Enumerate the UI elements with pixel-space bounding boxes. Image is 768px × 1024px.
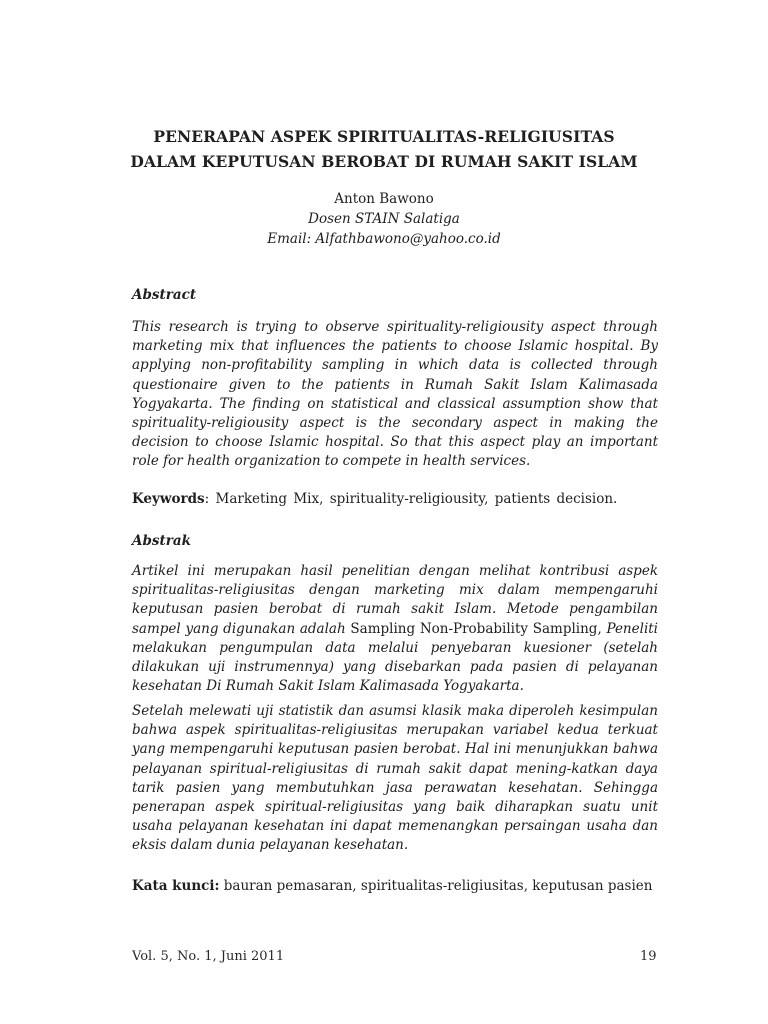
kata-kunci-label: Kata kunci:: [132, 878, 220, 894]
abstrak-paragraph-1: [132, 562, 658, 696]
footer-volume: Vol. 5, No. 1, Juni 2011: [132, 949, 285, 964]
keywords-indonesian: [132, 876, 658, 896]
keywords-list: : Marketing Mix, spirituality-religiousity, patients decision.: [204, 491, 618, 507]
kata-kunci-list: bauran pemasaran, spiritualitas-religiusitas, keputusan pasien: [219, 878, 653, 894]
author-email: Email: Alfathbawono@yahoo.co.id: [267, 231, 501, 247]
footer-page-number: 19: [640, 949, 657, 964]
keywords-label: Keywords: [132, 491, 205, 507]
abstrak-p1-part2: Peneliti melakukan pengumpulan data melalui penyebaran kuesioner (setelah dilakukan uji instrumennya) yang disebarkan pada pasien di pelayanan kesehatan Di Rumah Sakit Islam Kalimasada Yogyakarta.: [132, 620, 658, 695]
article-title: [110, 124, 658, 174]
author-name: Anton Bawono: [334, 191, 434, 207]
author-block: [180, 189, 588, 249]
author-affiliation: Dosen STAIN Salatiga: [308, 211, 460, 227]
abstrak-heading: Abstrak: [132, 533, 191, 549]
abstract-english-text: This research is trying to observe spirituality-religiousity aspect through marketing mix that influences the patients to choose Islamic hospital. By applying non-profitability sampling in which data is collected through questionaire given to the patients in Rumah Sakit Islam Kalimasada Yogyakarta. The finding on statistical and classical assumption show that spirituality-religiousity aspect is the secondary aspect in making the decision to choose Islamic hospital. So that this aspect play an important role for health organization to compete in health services.: [132, 319, 658, 470]
abstrak-paragraph-2: Setelah melewati uji statistik dan asumsi klasik maka diperoleh kesimpulan bahwa aspek spiritualitas-religiusitas merupakan variabel kedua terkuat yang mempengaruhi keputusan pasien berobat. Hal ini menunjukkan bahwa pelayanan spiritual-religiusitas di rumah sakit dapat mening-katkan daya tarik pasien yang membutuhkan jasa perawatan kesehatan. Sehingga penerapan aspek spiritual-religiusitas yang baik diharapkan suatu unit usaha pelayanan kesehatan ini dapat memenangkan persaingan usaha dan eksis dalam dunia pelayanan kesehatan.: [132, 703, 658, 854]
abstract-heading: Abstract: [132, 287, 197, 303]
abstrak-p1-part1: Artikel ini merupakan hasil penelitian dengan melihat kontribusi aspek spiritualitas-religiusitas dengan marketing mix dalam mempengaruhi keputusan pasien berobat di rumah sakit Islam. Metode pengambilan sampel yang digunakan adalah: [132, 563, 658, 637]
title-line-2: DALAM KEPUTUSAN BEROBAT DI RUMAH SAKIT ISLAM: [130, 152, 638, 171]
keywords-english: [132, 489, 658, 509]
title-line-1: PENERAPAN ASPEK SPIRITUALITAS-RELIGIUSITAS: [153, 127, 615, 146]
abstrak-p1-sampling-term: Sampling Non-Probability Sampling,: [350, 620, 602, 637]
